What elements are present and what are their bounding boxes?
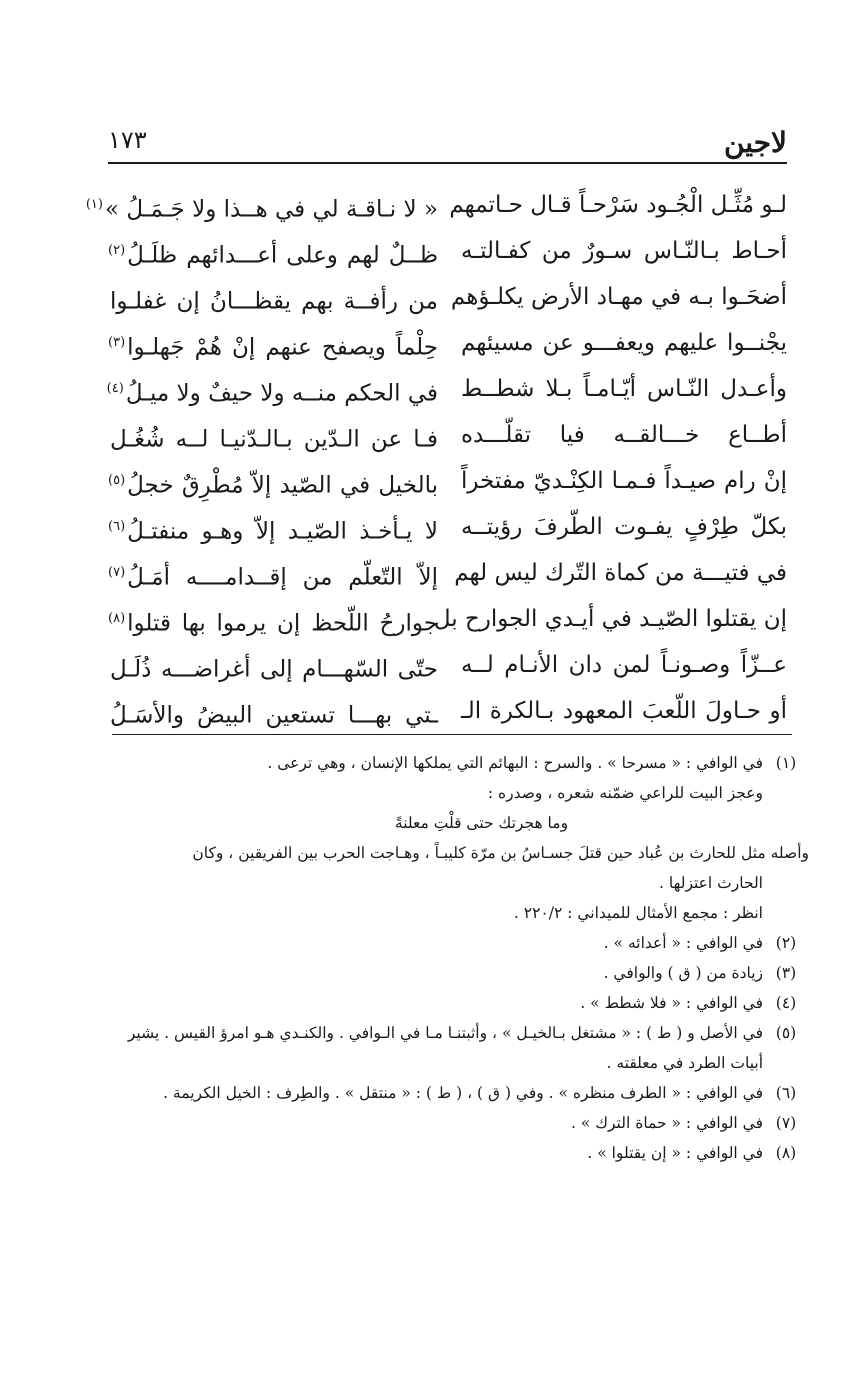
verse-first-hemistich: يجْنــوا عليهم ويعفـــو عن مسيئهم — [461, 330, 787, 356]
verse-second-hemistich — [108, 366, 438, 417]
footnote-separator — [112, 734, 792, 735]
footnote-text — [80, 1138, 763, 1168]
footnote-ref: (٢) — [108, 243, 126, 258]
verse — [108, 688, 787, 734]
footnote — [80, 1078, 809, 1108]
verse-first-hemistich: بكلّ طِرْفٍ يفـوت الطّرفَ رؤيتــه — [461, 514, 787, 540]
footnote — [80, 928, 809, 958]
footnote-text — [80, 988, 763, 1018]
footnote-line: في الوافي : « إن يقتلوا » . — [587, 1144, 763, 1162]
footnote-number: (٢) — [775, 934, 797, 952]
verse — [108, 504, 787, 550]
footnotes — [80, 748, 809, 1168]
footnote-text — [80, 1078, 763, 1108]
verse-second-hemistich — [108, 458, 438, 509]
footnote-number: (٣) — [775, 964, 797, 982]
verse-second-hemistich — [108, 412, 438, 463]
hemistich-text: جوارحُ اللّحظ إن يرموا بها قتلوا — [127, 610, 438, 637]
hemistich-text: بالخيل في الصّيد إلاّ مُطْرِقٌ خجلُ — [127, 472, 438, 499]
footnote-line: أبيات الطرد في معلقته . — [606, 1054, 763, 1072]
hemistich-text: من رأفــة بهم يقظـــانُ إن غفلـوا — [110, 288, 438, 315]
footnote-line: في الوافي : « مسرحا » . والسرح : البهائم التي يملكها الإنسان ، وهي ترعى . — [267, 754, 763, 772]
verse — [108, 550, 787, 596]
hemistich-text: حِلْماً ويصفح عنهم إنْ هُمْ جَهلـوا — [127, 334, 438, 361]
footnote-number: (٦) — [775, 1084, 797, 1102]
verse-first-hemistich: أحـاط بـالنّـاس سـورٌ من كفـالتـه — [461, 238, 787, 264]
hemistich-text: لا يـأخـذ الصّيـد إلاّ وهـو منفتـلُ — [127, 518, 438, 545]
footnote-line: زيادة من ( ق ) والوافي . — [603, 964, 763, 982]
hemistich-text: حتّى السّهـــام إلى أغراضـــه ذُلَـل — [110, 656, 438, 683]
hemistich-text: « لا نـاقـة لي في هــذا ولا جَـمَـلُ » — [104, 196, 438, 223]
footnote-ref: (٣) — [108, 335, 126, 350]
footnote — [80, 1018, 809, 1048]
footnote-number: (٥) — [775, 1024, 797, 1042]
footnote-ref: (٤) — [106, 381, 124, 396]
verse-first-hemistich: في فتيـــة من كماة التّرك ليس لهم — [454, 560, 787, 586]
footnote-number: (٧) — [775, 1114, 797, 1132]
footnote-line: الحارث اعتزلها . — [659, 874, 763, 892]
hemistich-text: فـا عن الـدّين بـالـدّنيـا لــه شُغُـل — [110, 426, 438, 453]
hemistich-text: إلاّ التّعلّم من إقــدامــــه أمَـلُ — [127, 564, 438, 591]
poem — [85, 182, 787, 729]
hemistich-text: في الحكم منــه ولا حيفٌ ولا ميـلُ — [125, 380, 438, 407]
verse — [108, 228, 787, 274]
footnote-line: في الوافي : « فلا شطط » . — [580, 994, 763, 1012]
footnote-ref: (٦) — [108, 519, 126, 534]
footnote-text — [80, 1018, 763, 1048]
verse-first-hemistich: لـو مُثِّـل الْجُـود سَرْحـاً قـال حـاتمهم — [449, 192, 787, 218]
verse — [108, 642, 787, 688]
quoted-hemistich: وما هجرتك حتى قلْتِ معلنةً — [394, 814, 569, 832]
footnote-ref: (٥) — [108, 473, 126, 488]
verse — [108, 412, 787, 458]
verse — [108, 320, 787, 366]
verse — [85, 182, 787, 228]
footnote-number: (٨) — [775, 1144, 797, 1162]
footnote-text — [80, 928, 763, 958]
verse-second-hemistich — [108, 504, 438, 555]
footnote-text — [80, 748, 763, 838]
footnote-line: انظر : مجمع الأمثال للميداني : ٢٢٠/٢ . — [513, 904, 763, 922]
footnote-line: في الوافي : « الطرف منظره » . وفي ( ق ) ، ( ط ) : « منتقل » . والطِرف : الخيل الكريمة . — [163, 1084, 763, 1102]
verse-first-hemistich: أضحَـوا بـه في مهـاد الأرض يكلـؤهم — [450, 284, 787, 310]
verse — [108, 366, 787, 412]
verse-second-hemistich — [108, 688, 438, 739]
verse-second-hemistich — [85, 182, 438, 233]
verse-first-hemistich: وأعـدل النّـاس أيّـامـاً بـلا شطــط — [461, 376, 787, 402]
footnote-number: (٤) — [775, 994, 797, 1012]
verse-first-hemistich: أو حـاولَ اللّعبَ المعهود بـالكرة الـ — [461, 698, 787, 724]
running-header — [108, 118, 787, 164]
verse-second-hemistich — [108, 228, 438, 279]
verse-second-hemistich — [108, 550, 438, 601]
hemistich-text: ـتي بهـــا تستعين البيضُ والأسَـلُ — [110, 702, 438, 729]
footnote-ref: (٧) — [108, 565, 126, 580]
verse-first-hemistich: إن يقتلوا الصّيـد في أيـدي الجوارح بل — [433, 606, 787, 632]
footnote-line: في الوافي : « حماة الترك » . — [570, 1114, 763, 1132]
footnote — [80, 958, 809, 988]
verse-second-hemistich — [108, 320, 438, 371]
verse — [108, 274, 787, 320]
footnote-ref: (٨) — [108, 611, 126, 626]
footnote-line: وعجز البيت للراعي ضمّنه شعره ، وصدره : — [487, 784, 763, 802]
verse-first-hemistich: عــزّاً وصـونـاً لمن دان الأنـام لــه — [461, 652, 787, 678]
footnote-ref: (١) — [85, 197, 103, 212]
verse-second-hemistich — [108, 642, 438, 693]
footnote-line: في الوافي : « أعدائه » . — [603, 934, 763, 952]
verse-first-hemistich: إنْ رام صيـداً فـمـا الكِنْـديّ مفتخراً — [461, 468, 787, 494]
verse-first-hemistich: أطــاع خـــالقــه فيا تقلّـــده — [461, 422, 787, 448]
footnote-number: (١) — [775, 754, 797, 772]
verse-second-hemistich — [108, 596, 438, 647]
footnote-text — [80, 958, 763, 988]
footnote-line: وأصله مثل للحارث بن عُباد حين قتلَ جسـاسُ بن مرّة كليبـاً ، وهـاجت الحرب بين الفريقين ، وكان — [192, 844, 809, 862]
footnote — [80, 988, 809, 1018]
footnote-text — [80, 1108, 763, 1138]
footnote — [80, 748, 809, 838]
header-title: لاجين — [723, 126, 787, 159]
verse-second-hemistich — [108, 274, 438, 325]
footnote-line: في الأصل و ( ط ) : « مشتغل بـالخيـل » ، وأثبتنـا مـا في الـوافي . والكنـدي هـو امرؤ القيس . يشير — [127, 1024, 763, 1042]
hemistich-text: ظــلٌ لهم وعلى أعـــدائهم ظلَـلُ — [127, 242, 438, 269]
footnote — [80, 1108, 809, 1138]
verse — [108, 458, 787, 504]
page-number: ١٧٣ — [108, 126, 147, 154]
verse — [108, 596, 787, 642]
footnote — [80, 1138, 809, 1168]
